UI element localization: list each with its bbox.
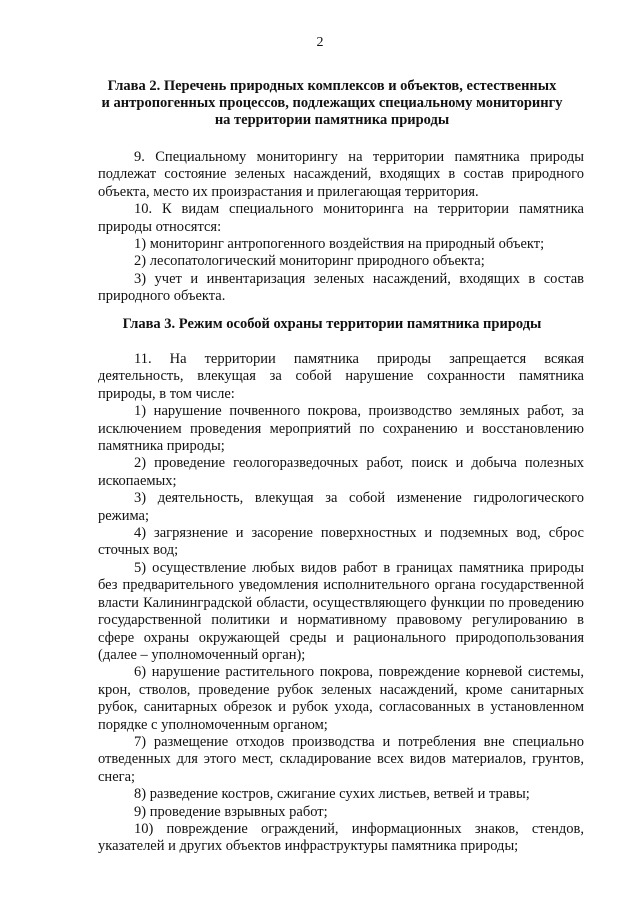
text-line: природы, в том числе: (98, 385, 235, 402)
text-line: отведенных для этого мест, складирование всех видов материалов, грунтов, (98, 751, 584, 768)
text-line: указателей и других объектов инфраструктуры памятника природы; (98, 838, 519, 855)
heading-line: Глава 3. Режим особой охраны территории памятника природы (122, 316, 542, 332)
text-line: природного объекта. (98, 288, 226, 305)
text-line: 9. Специальному мониторингу на территории памятника природы (134, 149, 584, 165)
text-line: исключением проведения мероприятий по сохранению и восстановлению (98, 420, 584, 437)
text-line: 7) размещение отходов производства и потребления вне специально (134, 733, 584, 750)
text-line: памятника природы; (98, 438, 225, 455)
chapter-2-heading (98, 78, 566, 129)
text-line: 10. К видам специального мониторинга на территории памятника (134, 201, 584, 218)
text-line: 3) деятельность, влекущая за собой изменение гидрологического (134, 490, 584, 507)
text-line: 9) проведение взрывных работ; (134, 803, 328, 820)
text-line: 3) учет и инвентаризация зеленых насаждений, входящих в состав (134, 270, 584, 287)
text-line: порядке с уполномоченным органом; (98, 716, 328, 733)
text-line: режима; (98, 507, 150, 524)
heading-line: на территории памятника природы (214, 112, 450, 128)
text-line: 11. На территории памятника природы запрещается всякая (134, 351, 584, 367)
text-line: (далее – уполномоченный орган); (98, 646, 306, 663)
text-line: подлежат состояние зеленых насаждений, входящих в состав природного (98, 166, 584, 183)
text-line: 4) загрязнение и засорение поверхностных и подземных вод, сброс (134, 525, 584, 542)
chapter-3-heading (98, 316, 566, 333)
page-number: 2 (316, 35, 324, 50)
text-line: объекта, место их произрастания и прилегающая территория. (98, 183, 479, 200)
text-line: 1) нарушение почвенного покрова, производство земляных работ, за (134, 403, 584, 420)
text-line: ископаемых; (98, 472, 177, 489)
text-line: 10) повреждение ограждений, информационных знаков, стендов, (134, 820, 584, 837)
text-line: без предварительного уведомления исполнительного органа государственной (98, 577, 584, 594)
text-line: деятельность, влекущая за собой нарушение сохранности памятника (98, 368, 584, 385)
text-line: власти Калининградской области, осуществляющего функции по проведению (98, 594, 584, 611)
text-line: крон, стволов, проведение рубок зеленых насаждений, кроме санитарных (98, 681, 584, 698)
text-line: 1) мониторинг антропогенного воздействия на природный объект; (134, 236, 545, 253)
chapter-3-body (98, 351, 584, 856)
text-line: природы относятся: (98, 218, 222, 235)
text-line: рубок, санитарных обрезок и рубок ухода, согласованных в установленном (98, 699, 584, 716)
text-line: 5) осуществление любых видов работ в границах памятника природы (134, 559, 584, 576)
text-line: государственной политики и нормативному правовому регулированию в (98, 612, 584, 629)
text-line: сточных вод; (98, 542, 179, 559)
text-line: сфере охраны окружающей среды и рационального природопользования (98, 629, 584, 646)
text-line: 2) проведение геологоразведочных работ, поиск и добыча полезных (134, 455, 584, 472)
heading-line: и антропогенных процессов, подлежащих специальному мониторингу (101, 95, 563, 111)
text-line: снега; (98, 768, 136, 785)
chapter-2-body (98, 149, 584, 306)
text-line: 8) разведение костров, сжигание сухих листьев, ветвей и травы; (134, 786, 530, 803)
text-line: 2) лесопатологический мониторинг природного объекта; (134, 253, 485, 270)
heading-line: Глава 2. Перечень природных комплексов и объектов, естественных (107, 78, 557, 94)
text-line: 6) нарушение растительного покрова, повреждение корневой системы, (134, 664, 584, 681)
